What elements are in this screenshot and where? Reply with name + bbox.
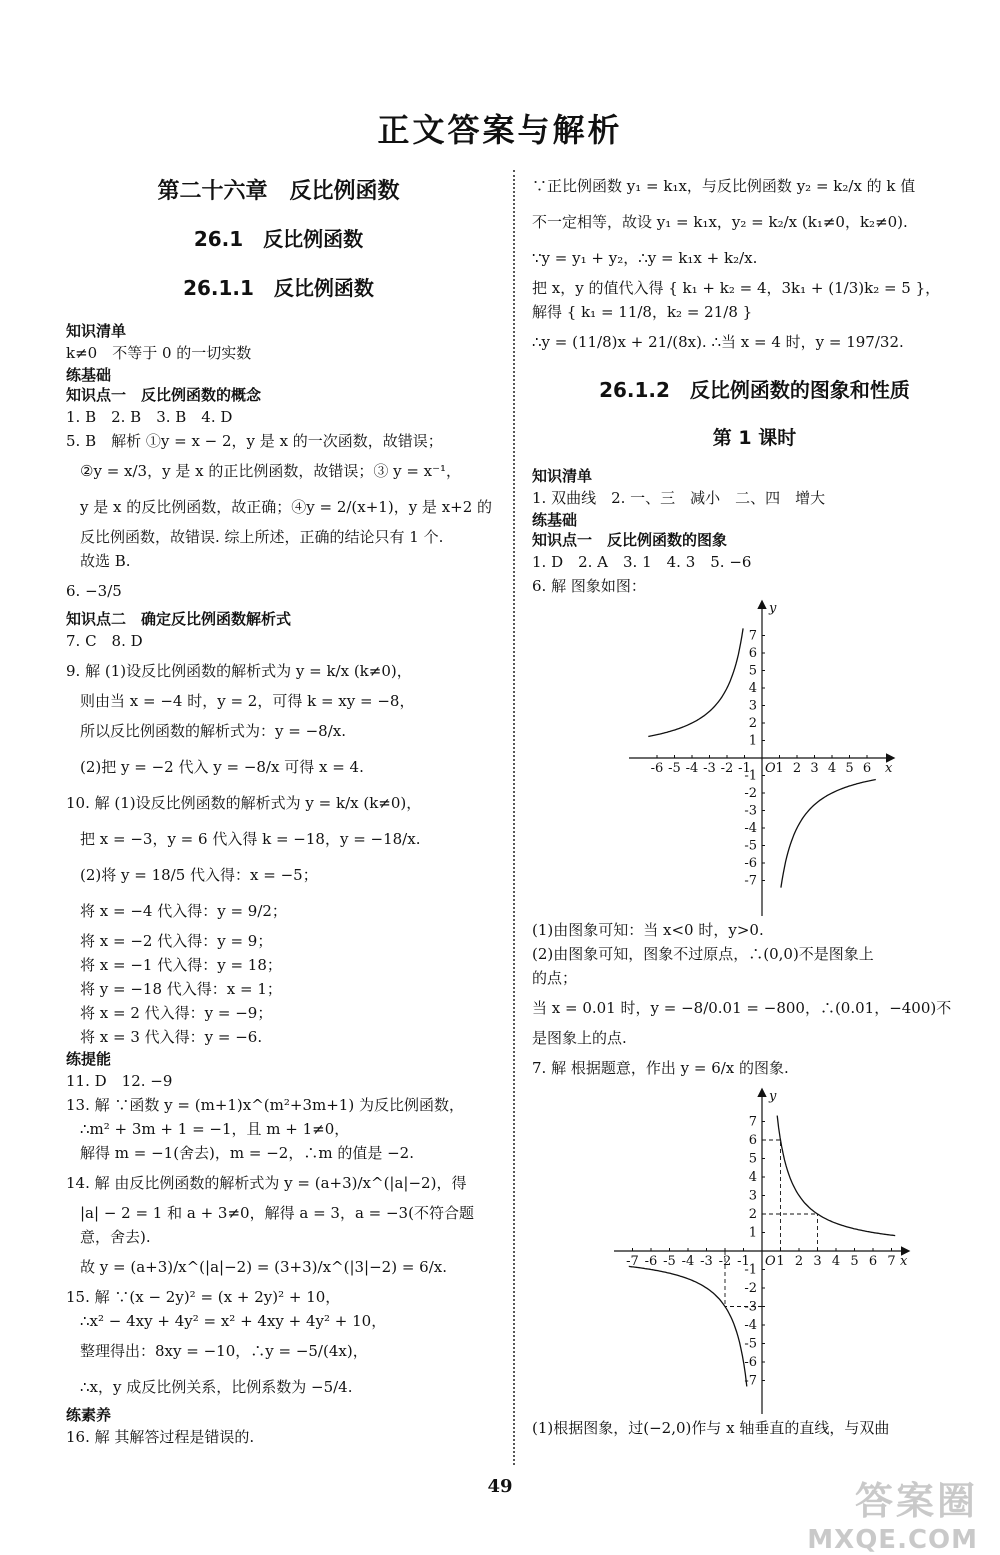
y-tick-label: -5	[744, 838, 757, 854]
graph2-tick-labels	[626, 1089, 908, 1389]
x-tick-label: -7	[626, 1254, 639, 1269]
answer-line: 故 y = (a+3)/x^(|a|−2) = (3+3)/x^(|3|−2) = 6/x.	[80, 1258, 447, 1276]
x-tick-label: -3	[700, 1254, 713, 1269]
answer-line: 把 x，y 的值代入得 { k₁ + k₂ = 4，3k₁ + (1/3)k₂ = 5 }，	[532, 279, 941, 297]
x-axis-label: x	[885, 761, 893, 776]
subsection-heading: 26.1.1 反比例函数	[183, 276, 374, 300]
answer-line: 整理得出：8xy = −10，∴y = −5/(4x)，	[80, 1342, 368, 1360]
graph-reciprocal-2	[612, 1086, 912, 1416]
watermark-text: 答案圈	[854, 1479, 978, 1523]
x-tick-label: 4	[827, 761, 837, 776]
x-tick-label: -1	[738, 761, 751, 776]
x-tick-label: -6	[644, 1254, 658, 1269]
answer-line: 1. D 2. A 3. 1 4. 3 5. −6	[532, 553, 752, 571]
x-tick-label: -3	[703, 761, 716, 776]
x-tick-label: 1	[776, 1254, 785, 1269]
y-tick-label: -4	[744, 821, 757, 836]
y-axis-label: y	[769, 1089, 777, 1104]
x-tick-label: 2	[792, 761, 802, 776]
right-mid-lines	[532, 466, 977, 598]
x-tick-label: -4	[685, 761, 699, 776]
section-label: 练提能	[66, 1050, 112, 1068]
answer-line: 所以反比例函数的解析式为：y = −8/x.	[80, 722, 346, 740]
origin-label: O	[765, 761, 776, 776]
x-tick-label: 3	[813, 1254, 822, 1269]
answer-line: k≠0 不等于 0 的一切实数	[66, 344, 252, 362]
answer-line: 15. 解 ∵(x − 2y)² = (x + 2y)² + 10，	[66, 1288, 341, 1306]
answer-line: 16. 解 其解答过程是错误的.	[66, 1428, 255, 1446]
answer-line: 将 x = −4 代入得：y = 9/2；	[80, 902, 287, 920]
x-tick-label: 5	[845, 761, 854, 776]
answer-line: 故选 B.	[80, 552, 131, 570]
answer-line: 的点；	[532, 969, 578, 987]
y-tick-label: 7	[748, 628, 757, 644]
answer-line: 5. B 解析 ①y = x − 2，y 是 x 的一次函数，故错误；	[66, 432, 443, 450]
answer-line: 将 y = −18 代入得：x = 1；	[80, 980, 282, 998]
x-tick-label: 5	[850, 1254, 859, 1269]
answer-line: 1. B 2. B 3. B 4. D	[66, 408, 233, 426]
y-tick-label: 4	[748, 1170, 757, 1185]
section-label: 练基础	[66, 366, 112, 384]
x-tick-label: 6	[868, 1254, 878, 1269]
y-tick-label: -5	[744, 1336, 757, 1352]
y-tick-label: -7	[744, 873, 757, 889]
x-tick-label: 3	[810, 761, 819, 776]
answer-line: 把 x = −3，y = 6 代入得 k = −18，y = −18/x.	[80, 830, 421, 848]
left-column	[66, 168, 491, 1449]
answer-line: 则由当 x = −4 时，y = 2，可得 k = xy = −8，	[80, 692, 415, 710]
answer-line: 不一定相等，故设 y₁ = k₁x，y₂ = k₂/x (k₁≠0，k₂≠0).	[532, 213, 908, 231]
graph1-curve-branch-lower-right	[781, 780, 876, 888]
section-label: 练基础	[532, 511, 578, 529]
x-tick-label: 6	[862, 761, 872, 776]
answer-line: 14. 解 由反比例函数的解析式为 y = (a+3)/x^(|a|−2)，得	[66, 1174, 467, 1192]
y-tick-label: 1	[748, 1225, 757, 1241]
graph2-curve-branch-third-quadrant	[629, 1266, 747, 1386]
graph2-dashed-guides	[725, 1140, 818, 1307]
answer-line: 10. 解 (1)设反比例函数的解析式为 y = k/x (k≠0)，	[66, 794, 422, 812]
section-label: 知识点二 确定反比例函数解析式	[66, 610, 292, 628]
right-column	[532, 168, 977, 1440]
y-tick-label: -3	[744, 1299, 757, 1315]
x-tick-label: -2	[718, 1254, 732, 1269]
subsection-heading-2: 26.1.2 反比例函数的图象和性质	[599, 378, 910, 402]
y-tick-label: -2	[744, 1281, 757, 1296]
y-tick-label: -2	[744, 786, 757, 801]
watermark-logo	[807, 1470, 978, 1555]
x-tick-label: -6	[650, 761, 664, 776]
answer-line: |a| − 2 = 1 和 a + 3≠0，解得 a = 3，a = −3(不符合题	[80, 1204, 474, 1222]
page-title: 正文答案与解析	[377, 111, 623, 149]
answer-line: 将 x = 2 代入得：y = −9；	[80, 1004, 273, 1022]
y-tick-label: -1	[744, 1262, 757, 1278]
y-tick-label: -3	[744, 803, 757, 819]
y-tick-label: 1	[748, 733, 757, 749]
answer-line: 解得 m = −1(舍去)，m = −2，∴m 的值是 −2.	[80, 1144, 414, 1162]
answer-line: ∴x，y 成反比例关系，比例系数为 −5/4.	[80, 1378, 353, 1396]
x-tick-label: -5	[663, 1254, 676, 1269]
x-axis-label: x	[900, 1254, 908, 1269]
graph2-axes	[614, 1090, 908, 1414]
answer-line: 6. 解 图象如图：	[532, 577, 646, 595]
answer-line: (1)根据图象，过(−2,0)作与 x 轴垂直的直线，与双曲	[532, 1419, 890, 1437]
answer-line: 是图象上的点.	[532, 1029, 627, 1047]
x-tick-label: 7	[887, 1254, 896, 1269]
watermark-url: MXQE.COM	[807, 1525, 978, 1555]
y-tick-label: 6	[748, 1133, 757, 1148]
answer-line: ∵正比例函数 y₁ = k₁x，与反比例函数 y₂ = k₂/x 的 k 值	[532, 177, 916, 195]
right-top-lines	[532, 168, 977, 360]
x-tick-label: -5	[668, 761, 681, 776]
y-tick-label: 4	[748, 681, 757, 696]
y-tick-label: -6	[744, 1355, 757, 1370]
graph2-curve-branch-first-quadrant	[777, 1116, 895, 1236]
answer-line: 将 x = −2 代入得：y = 9；	[80, 932, 273, 950]
graph1-tick-labels	[651, 601, 893, 889]
origin-label: O	[765, 1254, 776, 1269]
y-tick-label: 2	[748, 1207, 757, 1222]
answer-line: 7. 解 根据题意，作出 y = 6/x 的图象.	[532, 1059, 789, 1077]
section-label: 知识清单	[66, 322, 127, 340]
y-tick-label: 5	[748, 1151, 757, 1167]
answer-line: ∵y = y₁ + y₂，∴y = k₁x + k₂/x.	[532, 249, 758, 267]
y-tick-label: 7	[748, 1114, 757, 1130]
graph1-axes	[629, 602, 893, 916]
chapter-heading: 第二十六章 反比例函数	[157, 179, 400, 204]
y-tick-label: -6	[744, 856, 757, 871]
answer-line: 意，舍去).	[80, 1228, 151, 1246]
y-tick-label: 5	[748, 663, 757, 679]
y-tick-label: 6	[748, 646, 757, 661]
x-tick-label: 4	[831, 1254, 841, 1269]
x-tick-label: 2	[794, 1254, 804, 1269]
answer-line: y 是 x 的反比例函数，故正确；④y = 2/(x+1)，y 是 x+2 的	[80, 498, 493, 516]
column-divider	[513, 170, 515, 1465]
graph1-curve-branch-upper-left	[648, 628, 743, 736]
y-tick-label: 3	[748, 1188, 757, 1204]
answer-line: 将 x = −1 代入得：y = 18；	[80, 956, 282, 974]
lesson-heading: 第 1 课时	[712, 427, 797, 449]
x-tick-label: -1	[737, 1254, 750, 1269]
answer-line: 9. 解 (1)设反比例函数的解析式为 y = k/x (k≠0)，	[66, 662, 412, 680]
x-tick-label: 1	[775, 761, 784, 776]
section-label: 知识清单	[532, 467, 593, 485]
x-tick-label: -4	[681, 1254, 695, 1269]
answer-line: 当 x = 0.01 时，y = −8/0.01 = −800，∴(0.01，−400)不	[532, 999, 952, 1017]
answer-line: 反比例函数，故错误. 综上所述，正确的结论只有 1 个.	[80, 528, 444, 546]
y-tick-label: -1	[744, 768, 757, 784]
graph-reciprocal-1	[627, 598, 897, 918]
y-tick-label: 3	[748, 698, 757, 714]
answer-line: 将 x = 3 代入得：y = −6.	[80, 1028, 263, 1046]
section-label: 知识点一 反比例函数的概念	[66, 386, 262, 404]
answer-line: ∴x² − 4xy + 4y² = x² + 4xy + 4y² + 10，	[80, 1312, 387, 1330]
answer-line: 解得 { k₁ = 11/8，k₂ = 21/8 }	[532, 303, 753, 321]
page-number: 49	[487, 1476, 513, 1497]
answer-line: ∴y = (11/8)x + 21/(8x). ∴当 x = 4 时，y = 197/32.	[532, 333, 904, 351]
answer-line: 13. 解 ∵函数 y = (m+1)x^(m²+3m+1) 为反比例函数，	[66, 1096, 464, 1114]
right-after-graph2-lines	[532, 1416, 977, 1440]
left-answer-lines	[66, 321, 491, 1449]
right-after-graph1-lines	[532, 918, 977, 1086]
answer-line: (2)将 y = 18/5 代入得：x = −5；	[80, 866, 318, 884]
section-label: 练素养	[66, 1406, 112, 1424]
answer-line: (2)由图象可知，图象不过原点，∴(0,0)不是图象上	[532, 945, 874, 963]
y-tick-label: -7	[744, 1373, 757, 1389]
answer-line: 1. 双曲线 2. 一、三 减小 二、四 增大	[532, 489, 826, 507]
section-heading: 26.1 反比例函数	[193, 227, 364, 251]
answer-line: 11. D 12. −9	[66, 1072, 173, 1090]
answer-line: 7. C 8. D	[66, 632, 143, 650]
answer-line: ②y = x/3，y 是 x 的正比例函数，故错误；③ y = x⁻¹，	[80, 462, 462, 480]
answer-line: ∴m² + 3m + 1 = −1，且 m + 1≠0，	[80, 1120, 350, 1138]
x-tick-label: -2	[720, 761, 734, 776]
section-label: 知识点一 反比例函数的图象	[532, 531, 728, 549]
y-tick-label: -4	[744, 1318, 757, 1333]
answer-line: (1)由图象可知：当 x<0 时，y>0.	[532, 921, 764, 939]
answer-line: 6. −3/5	[66, 582, 122, 600]
answer-line: (2)把 y = −2 代入 y = −8/x 可得 x = 4.	[80, 758, 364, 776]
y-tick-label: 2	[748, 716, 757, 731]
y-axis-label: y	[769, 601, 777, 616]
